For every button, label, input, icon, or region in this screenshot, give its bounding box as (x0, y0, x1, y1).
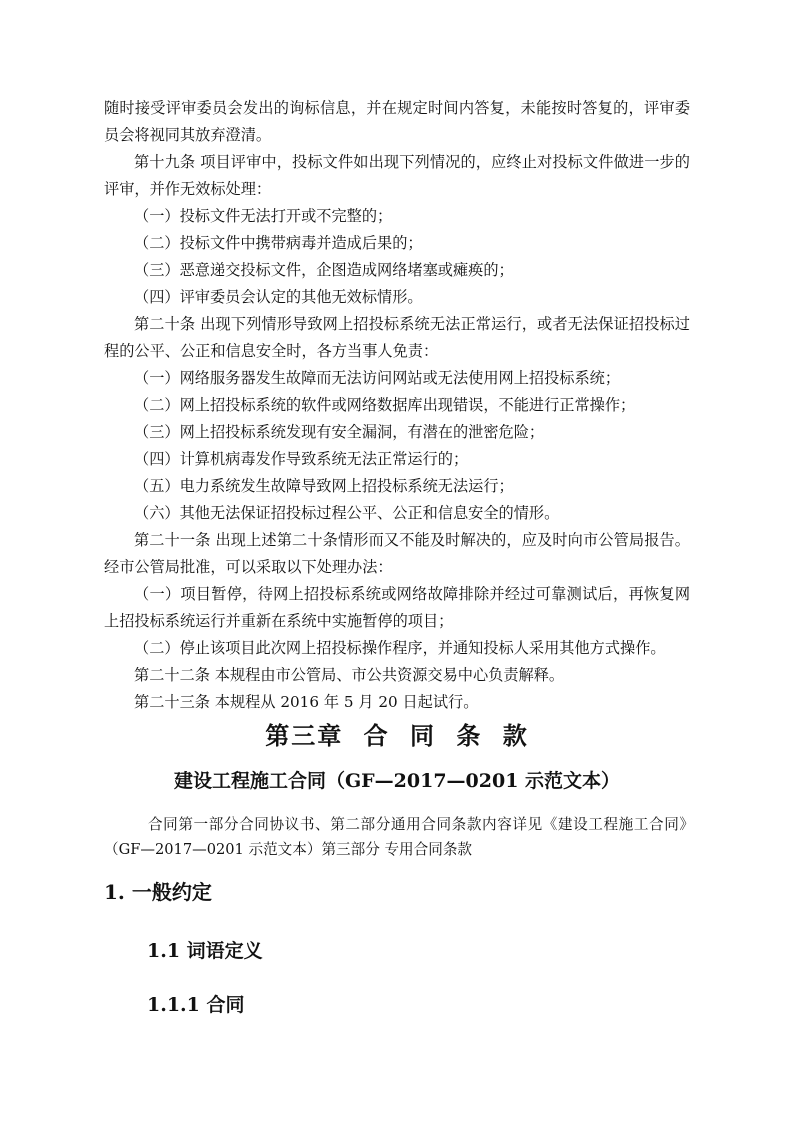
article-21-item-2: （二）停止该项目此次网上招投标操作程序，并通知投标人采用其他方式操作。 (134, 639, 666, 657)
article-20: 第二十条 出现下列情形导致网上招投标系统无法正常运行，或者无法保证招投标过程的公平、公正和信息安全时，各方当事人免责： (104, 315, 690, 360)
article-21: 第二十一条 出现上述第二十条情形而又不能及时解决的，应及时向市公管局报告。经市公管局批准，可以采取以下处理办法： (104, 531, 690, 576)
article-19-item-4: （四）评审委员会认定的其他无效标情形。 (134, 288, 423, 306)
article-20-item-3: （三）网上招投标系统发现有安全漏洞，有潜在的泄密危险； (134, 423, 545, 441)
subsubsection-heading: 1.1.1 合同 (147, 994, 245, 1016)
paragraph-continuation: 随时接受评审委员会发出的询标信息，并在规定时间内答复，未能按时答复的，评审委员会将视同其放弃澄清。 (104, 99, 690, 144)
article-20-item-2: （二）网上招投标系统的软件或网络数据库出现错误，不能进行正常操作； (134, 396, 636, 414)
article-20-item-1: （一）网络服务器发生故障而无法访问网站或无法使用网上招投标系统； (134, 369, 620, 387)
section-heading: 1. 一般约定 (104, 880, 212, 904)
subsection-heading: 1.1 词语定义 (147, 940, 263, 962)
chapter-title: 第三章 合 同 条 款 (265, 721, 529, 750)
article-19-item-2: （二）投标文件中携带病毒并造成后果的； (134, 234, 423, 252)
article-20-item-6: （六）其他无法保证招投标过程公平、公正和信息安全的情形。 (134, 504, 560, 522)
article-23: 第二十三条 本规程从 2016 年 5 月 20 日起试行。 (134, 693, 479, 711)
contract-title: 建设工程施工合同（GF—2017—0201 示范文本） (173, 770, 621, 792)
article-20-item-5: （五）电力系统发生故障导致网上招投标系统无法运行； (134, 477, 514, 495)
article-21-item-1: （一）项目暂停，待网上招投标系统或网络故障排除并经过可靠测试后，再恢复网上招投标系统运行并重新在系统中实施暂停的项目； (104, 585, 690, 630)
contract-intro: 合同第一部分合同协议书、第二部分通用合同条款内容详见《建设工程施工合同》（GF—2017—0201 示范文本）第三部分 专用合同条款 (104, 816, 694, 858)
article-20-item-4: （四）计算机病毒发作导致系统无法正常运行的； (134, 450, 469, 468)
article-19: 第十九条 项目评审中，投标文件如出现下列情况的，应终止对投标文件做进一步的评审，并作无效标处理： (104, 153, 690, 198)
article-22: 第二十二条 本规程由市公管局、市公共资源交易中心负责解释。 (134, 666, 565, 684)
article-19-item-1: （一）投标文件无法打开或不完整的； (134, 207, 393, 225)
article-19-item-3: （三）恶意递交投标文件，企图造成网络堵塞或瘫痪的； (134, 261, 514, 279)
